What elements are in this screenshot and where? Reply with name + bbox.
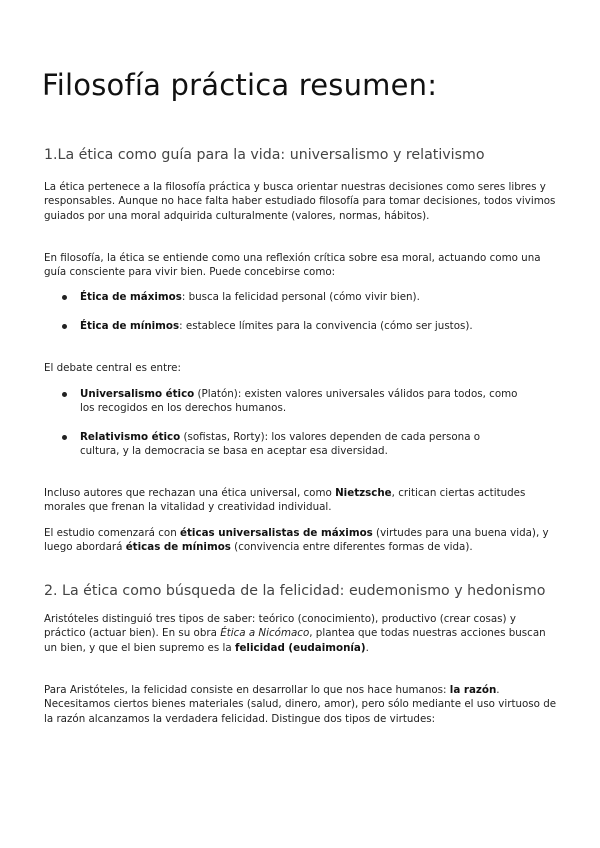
section-1-paragraph-4 <box>44 486 560 515</box>
bold-run: éticas universalistas de máximos <box>180 527 373 539</box>
section-1-paragraph-5 <box>44 526 560 555</box>
bold-run: la razón <box>449 684 497 696</box>
section-1-heading: 1.La ética como guía para la vida: universalismo y relativismo <box>44 147 485 163</box>
list-item-etica-minimos <box>80 319 520 333</box>
list-item-text: (sofistas, Rorty): los valores dependen de cada persona o cultura, y la democracia se basa en aceptar esa diversidad. <box>80 431 481 458</box>
italic-run: Ética a Nicómaco <box>220 627 310 640</box>
text-run: . <box>365 641 369 654</box>
section-1-paragraph-2: En filosofía, la ética se entiende como una reflexión crítica sobre esa moral, actuando como una guía consciente para vivir bien. Puede concebirse como: <box>44 252 541 279</box>
text-run: Incluso autores que rechazan una ética universal, como <box>44 487 336 499</box>
list-item-term: Ética de mínimos <box>80 320 180 332</box>
text-run: Para Aristóteles, la felicidad consiste en desarrollar lo que nos hace humanos: <box>44 684 450 696</box>
text-run: Aristóteles distinguió tres tipos de saber: teórico (conocimiento), productivo (crear cosas) y práctico (actuar bien). En su obra <box>44 613 516 640</box>
section-1-paragraph-1: La ética pertenece a la filosofía práctica y busca orientar nuestras decisiones como seres libres y responsables. Aunque no hace falta haber estudiado filosofía para tomar decisiones, todos vivimos guiados por una moral adquirida culturalmente (valores, normas, hábitos). <box>44 181 556 222</box>
bold-run: éticas de mínimos <box>125 541 231 554</box>
list-item-text: : establece límites para la convivencia (cómo ser justos). <box>179 320 473 332</box>
bullet-icon <box>62 435 67 440</box>
list-item-etica-maximos <box>80 290 520 304</box>
text-run: El estudio comenzará con <box>44 527 181 539</box>
text-run: (convivencia entre diferentes formas de vida). <box>230 541 473 554</box>
section-2-heading: 2. La ética como búsqueda de la felicidad: eudemonismo y hedonismo <box>44 583 546 599</box>
text-run: . Necesitamos ciertos bienes materiales (salud, dinero, amor), pero sólo mediante el uso virtuoso de la razón alcanzamos la verdadera felicidad. Distingue dos tipos de virtudes: <box>44 684 557 725</box>
list-item-term: Relativismo ético <box>80 431 181 443</box>
page-title: Filosofía práctica resumen: <box>42 68 438 102</box>
list-item-relativismo <box>80 430 520 459</box>
bullet-icon <box>62 392 67 397</box>
bold-run: Nietzsche <box>335 487 392 499</box>
list-item-term: Ética de máximos <box>80 291 182 303</box>
list-item-text: : busca la felicidad personal (cómo vivir bien). <box>181 291 420 303</box>
section-2-paragraph-1 <box>44 612 560 655</box>
list-item-text: (Platón): existen valores universales válidos para todos, como los recogidos en los derechos humanos. <box>80 388 518 415</box>
list-item-term: Universalismo ético <box>80 388 195 400</box>
bullet-icon <box>62 295 67 300</box>
bullet-icon <box>62 324 67 329</box>
text-run: , critican ciertas actitudes morales que frenan la vitalidad y creatividad individual. <box>44 487 526 514</box>
section-1-paragraph-3: El debate central es entre: <box>44 362 181 374</box>
bold-run: felicidad (eudaimonía) <box>234 641 366 654</box>
list-item-universalismo <box>80 387 520 416</box>
text-run: , plantea que todas nuestras acciones buscan un bien, y que el bien supremo es la <box>44 627 546 654</box>
text-run: (virtudes para una buena vida), y luego abordará <box>44 527 549 554</box>
section-2-paragraph-2 <box>44 683 560 726</box>
